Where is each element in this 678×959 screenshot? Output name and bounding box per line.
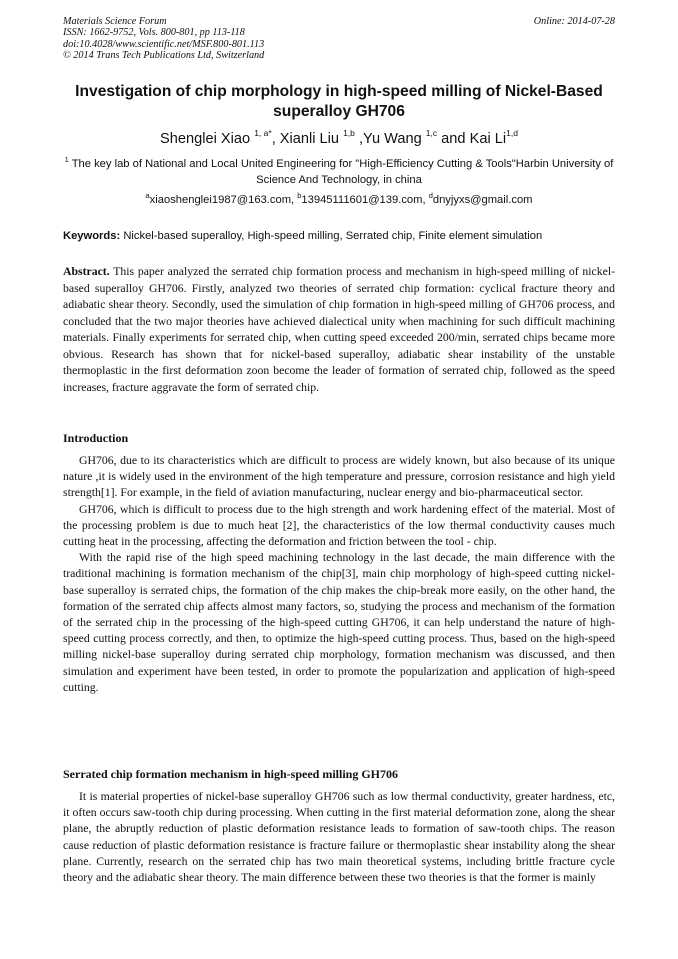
- issn-line: ISSN: 1662-9752, Vols. 800-801, pp 113-118: [63, 27, 245, 39]
- affiliation-mark: 1: [64, 155, 69, 164]
- journal-name: Materials Science Forum: [63, 16, 167, 27]
- keywords-label: Keywords:: [63, 230, 121, 242]
- author-list: [63, 130, 615, 148]
- copyright-line: © 2014 Trans Tech Publications Ltd, Switzerland: [63, 50, 265, 62]
- keywords: [63, 229, 623, 243]
- abstract: [63, 264, 615, 396]
- paragraph: GH706, due to its characteristics which are difficult to process are widely known, but also because of its unique nature ,it is widely used in the environment of the high temperature and pressure, corrosion resistance and high yield strength[1]. For example, in the field of aviation manufacturing, nuclear energy and bio-pharmaceutical sector.: [63, 454, 615, 500]
- email-list: [63, 193, 615, 207]
- author-name: Xianli Liu: [279, 131, 340, 147]
- email-address[interactable]: xiaoshenglei1987@163.com: [149, 194, 292, 206]
- email-mark: d: [428, 191, 433, 200]
- author-separator: and: [437, 131, 470, 147]
- email-mark: b: [297, 191, 302, 200]
- affiliation: [63, 157, 615, 188]
- introduction-heading: Introduction: [63, 431, 129, 445]
- online-date: Online: 2014-07-28: [533, 16, 615, 27]
- email-separator: ,: [291, 194, 298, 206]
- email-mark: a: [145, 191, 150, 200]
- author-name: Shenglei Xiao: [160, 131, 251, 147]
- author-name: Yu Wang: [363, 131, 422, 147]
- author-affiliation-mark: 1, a*: [254, 128, 272, 138]
- journal-header: [63, 16, 264, 62]
- abstract-text: This paper analyzed the serrated chip formation process and mechanism in high-speed milling of nickel-based superalloy GH706. Firstly, analyzed two theories of serrated chip formation: cyclical fracture theory and adiabatic shear theory. Secondly, used the simulation of chip formation in high-speed milling of GH706 process, and concluded that the two major theories have achieved dialectical unity when machining for such difficult machining materials. Finally experiments for serrated chip, when cutting speed exceeded 200/min, serrated chips became more obvious. Research has shown that for nickel-based superalloy, adiabatic shear instability of the unstable thermoplastic in the first deformation zoon become the leader of formation of serrated chip, followed as the speed increases, fracture aggravate the form of serrated chip.: [63, 265, 616, 394]
- email-address[interactable]: 13945111601@139.com: [301, 194, 423, 206]
- paper-title: Investigation of chip morphology in high-speed milling of Nickel-Based superalloy GH706: [75, 83, 603, 120]
- affiliation-text: The key lab of National and Local United Engineering for "High-Efficiency Cutting & Tools"Harbin University of Science And Technology, in china: [71, 158, 614, 186]
- introduction-body: [63, 453, 615, 696]
- serrated-heading: Serrated chip formation mechanism in high-speed milling GH706: [63, 767, 399, 781]
- serrated-body: [63, 789, 615, 886]
- author-separator: ,: [271, 131, 280, 147]
- author-affiliation-mark: 1,c: [425, 128, 438, 138]
- paragraph: It is material properties of nickel-base superalloy GH706 such as low thermal conductivity, greater hardness, etc, it often occurs saw-tooth chip during processing. When cutting in the first material deformation zone, along the shear plane, the abruptly reduction of plastic deformation resistance leads to formation of saw-tooth chips. The reason cause reduction of plastic deformation resistance is fracture failure or thermoplastic shear instability along the shear plane. Currently, research on the serrated chip has two main theoretical systems, including brittle fracture cycle theory and the adiabatic shear theory. The main difference between these two theories is that the former is mainly: [63, 790, 615, 885]
- author-name: Kai Li: [469, 131, 507, 147]
- keywords-text: Nickel-based superalloy, High-speed milling, Serrated chip, Finite element simulation: [123, 230, 543, 242]
- author-separator: ,: [354, 131, 364, 147]
- paragraph: With the rapid rise of the high speed machining technology in the last decade, the main difference with the traditional machining is formation mechanism of the chip[3], main chip morphology of high-speed cutting nickel-base superalloy is serrated chips, the formation of the chip makes the chip-break more easily, on the other hand, the formation of the serrated chip affects almost many factors, so, studying the process and mechanism of the formation of the serrated chip in the processing of the high-speed cutting GH706, it can help understand the nature of high-speed cutting process correctly, and then, to optimize the high-speed cutting process. Thus, based on the high-speed milling nickel-base superalloy during serrated chip morphology, formation mechanism was discussed, and then simulation and experiment have been tested, in order to promote the popularization and application of high-speed cutting.: [63, 551, 615, 694]
- author-affiliation-mark: 1,d: [506, 128, 518, 138]
- paragraph: GH706, which is difficult to process due to the high strength and work hardening effect of the material. Most of the processing problem is due to much heat [2], the characteristics of the low thermal conductivity causes much cutting heat in the processing, affecting the deformation and friction between the tool - chip.: [63, 502, 615, 549]
- author-affiliation-mark: 1,b: [343, 128, 355, 138]
- email-separator: ,: [422, 194, 429, 206]
- doi-line: doi:10.4028/www.scientific.net/MSF.800-801.113: [63, 38, 265, 50]
- email-address[interactable]: dnyjyxs@gmail.com: [432, 194, 533, 206]
- abstract-label: Abstract.: [63, 265, 110, 278]
